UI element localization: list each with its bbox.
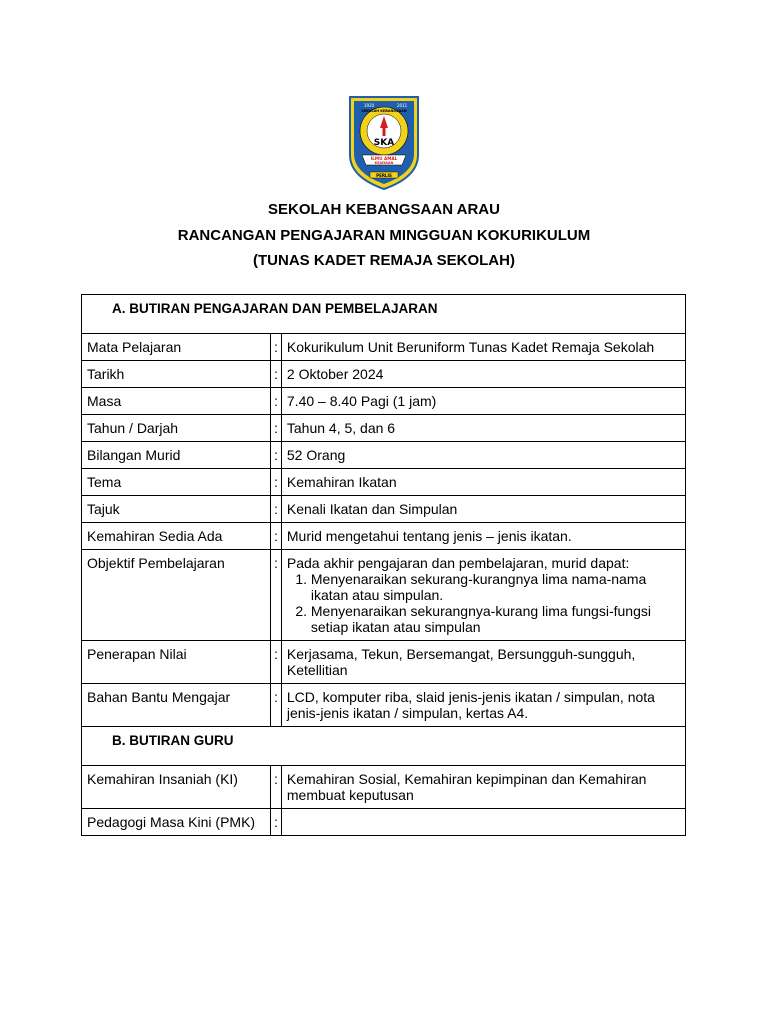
logo-ribbon-1: ILMU AMAL bbox=[370, 156, 398, 161]
section-a-header bbox=[82, 295, 686, 334]
row-label: Bahan Bantu Mengajar bbox=[82, 684, 271, 727]
table-row bbox=[82, 361, 686, 388]
row-colon: : bbox=[271, 684, 282, 727]
table-row bbox=[82, 469, 686, 496]
table-row bbox=[82, 334, 686, 361]
section-b-header bbox=[82, 727, 686, 766]
table-row bbox=[82, 388, 686, 415]
row-label: Pedagogi Masa Kini (PMK) bbox=[82, 809, 271, 836]
table-row bbox=[82, 496, 686, 523]
row-value: Kemahiran Sosial, Kemahiran kepimpinan dan Kemahiran membuat keputusan bbox=[281, 766, 685, 809]
objective-row bbox=[82, 550, 686, 641]
row-value: Tahun 4, 5, dan 6 bbox=[281, 415, 685, 442]
row-colon: : bbox=[271, 334, 282, 361]
row-label: Tajuk bbox=[82, 496, 271, 523]
row-label: Masa bbox=[82, 388, 271, 415]
row-label: Tarikh bbox=[82, 361, 271, 388]
row-colon: : bbox=[271, 523, 282, 550]
row-value: Kemahiran Ikatan bbox=[281, 469, 685, 496]
school-logo bbox=[346, 93, 422, 191]
row-colon: : bbox=[271, 415, 282, 442]
row-colon: : bbox=[271, 766, 282, 809]
section-a-title: A. BUTIRAN PENGAJARAN DAN PEMBELAJARAN bbox=[82, 295, 686, 334]
objective-list bbox=[287, 571, 680, 635]
table-row bbox=[82, 442, 686, 469]
row-colon: : bbox=[271, 469, 282, 496]
row-value: Murid mengetahui tentang jenis – jenis ikatan. bbox=[281, 523, 685, 550]
row-value bbox=[281, 809, 685, 836]
row-colon: : bbox=[271, 442, 282, 469]
logo-arc-text: SEKOLAH KEBANGSAAN bbox=[361, 109, 407, 113]
logo-ska-text: SKA bbox=[373, 138, 395, 148]
row-value: 2 Oktober 2024 bbox=[281, 361, 685, 388]
lesson-plan-table bbox=[81, 294, 686, 836]
table-row bbox=[82, 523, 686, 550]
row-colon: : bbox=[271, 809, 282, 836]
document-subtitle: (TUNAS KADET REMAJA SEKOLAH) bbox=[253, 252, 515, 269]
table-row bbox=[82, 684, 686, 727]
row-value: Kerjasama, Tekun, Bersemangat, Bersungguh-sungguh, Ketellitian bbox=[281, 641, 685, 684]
row-label: Objektif Pembelajaran bbox=[82, 550, 271, 641]
table-row bbox=[82, 415, 686, 442]
row-label: Kemahiran Sedia Ada bbox=[82, 523, 271, 550]
document-title: RANCANGAN PENGAJARAN MINGGUAN KOKURIKULUM bbox=[177, 227, 591, 244]
objective-intro: Pada akhir pengajaran dan pembelajaran, murid dapat: bbox=[286, 555, 630, 571]
logo-ribbon-2: KEJAYAAN bbox=[374, 161, 394, 165]
row-value: 7.40 – 8.40 Pagi (1 jam) bbox=[281, 388, 685, 415]
row-value: Kenali Ikatan dan Simpulan bbox=[281, 496, 685, 523]
row-value: 52 Orang bbox=[281, 442, 685, 469]
objective-value bbox=[281, 550, 685, 641]
row-label: Tahun / Darjah bbox=[82, 415, 271, 442]
table-row bbox=[82, 809, 686, 836]
school-name: SEKOLAH KEBANGSAAN ARAU bbox=[268, 201, 500, 218]
logo-year-left: 1920 bbox=[364, 103, 375, 108]
row-colon: : bbox=[271, 641, 282, 684]
section-b-title: B. BUTIRAN GURU bbox=[82, 727, 686, 766]
row-value: LCD, komputer riba, slaid jenis-jenis ikatan / simpulan, nota jenis-jenis ikatan / simpulan, kertas A4. bbox=[281, 684, 685, 727]
logo-year-right: 2011 bbox=[397, 103, 408, 108]
table-row bbox=[82, 766, 686, 809]
logo-bottom-text: PERLIS bbox=[376, 172, 392, 178]
list-item: 1. Menyenaraikan sekurang-kurangnya lima nama-nama ikatan atau simpulan. bbox=[311, 571, 680, 603]
row-value: Kokurikulum Unit Beruniform Tunas Kadet Remaja Sekolah bbox=[281, 334, 685, 361]
row-colon: : bbox=[271, 361, 282, 388]
row-label: Mata Pelajaran bbox=[82, 334, 271, 361]
row-colon: : bbox=[271, 496, 282, 523]
row-label: Kemahiran Insaniah (KI) bbox=[82, 766, 271, 809]
row-label: Bilangan Murid bbox=[82, 442, 271, 469]
list-item: 2. Menyenaraikan sekurangnya-kurang lima fungsi-fungsi setiap ikatan atau simpulan bbox=[311, 603, 680, 635]
row-label: Penerapan Nilai bbox=[82, 641, 271, 684]
row-colon: : bbox=[271, 550, 282, 641]
table-row bbox=[82, 641, 686, 684]
row-colon: : bbox=[271, 388, 282, 415]
row-label: Tema bbox=[82, 469, 271, 496]
